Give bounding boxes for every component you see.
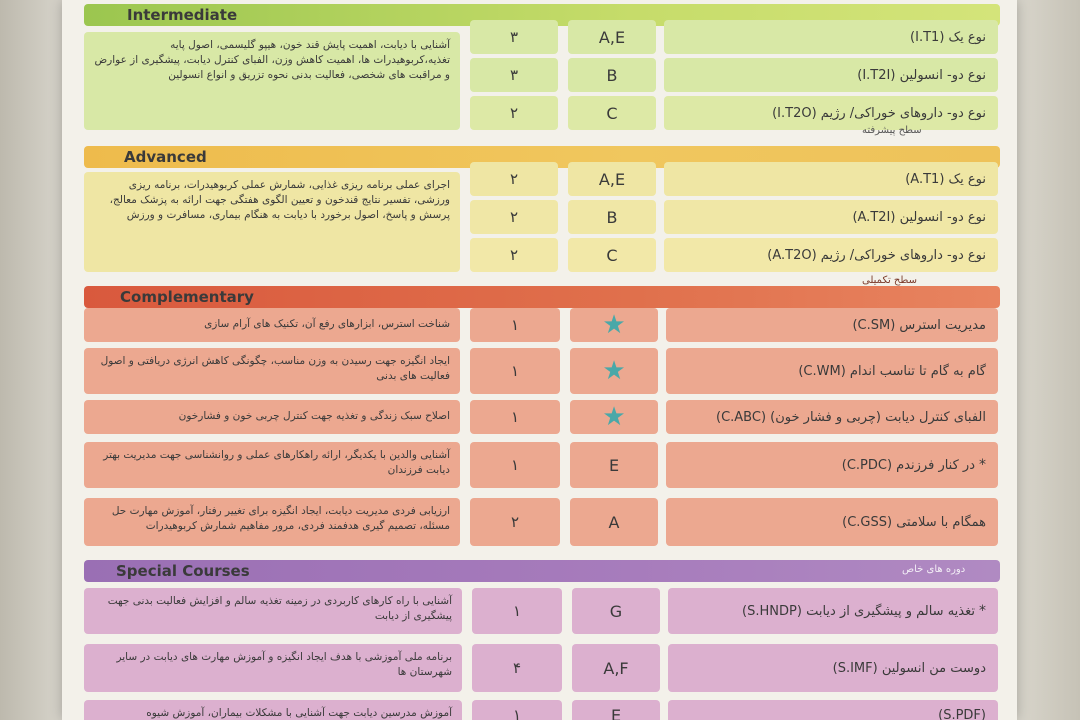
special-row-2-name: دوست من انسولین (S.IMF) [668,644,998,692]
advanced-row-1-code: A,E [568,162,656,196]
asterisk-mark: * [979,603,986,619]
complementary-row-5-name: همگام با سلامتی (C.GSS) [666,498,998,546]
complementary-row-5-code: A [570,498,658,546]
special-row-3-name: (S.PDF) [668,700,998,720]
complementary-row-4-credits: ۱ [470,442,560,488]
complementary-title-fa: سطح تکمیلی [862,275,917,286]
complementary-row-3-credits: ۱ [470,400,560,434]
intermediate-title: Intermediate [127,6,238,24]
advanced-title-fa: سطح پیشرفته [862,125,922,136]
special-row-1-name-text: تغذیه سالم و پیشگیری از دیابت (S.HNDP) [742,603,975,619]
complementary-row-2-description: ایجاد انگیزه جهت رسیدن به وزن مناسب، چگونگی کاهش انرژی دریافتی و اصول فعالیت های بدنی [84,348,460,394]
advanced-title: Advanced [124,148,207,166]
complementary-row-4-name-text: در کنار فرزندم (C.PDC) [841,457,975,473]
course-table-sheet [62,0,1017,720]
advanced-row-2-credits: ۲ [470,200,558,234]
advanced-row-3-credits: ۲ [470,238,558,272]
special-row-3-description: آموزش مدرسین دیابت جهت آشنایی با مشکلات بیماران، آموزش شیوه [84,700,462,720]
intermediate-row-2-credits: ۳ [470,58,558,92]
complementary-row-3-description: اصلاح سبک زندگی و تغذیه جهت کنترل چربی خون و فشارخون [84,400,460,434]
advanced-row-2-code: B [568,200,656,234]
special-row-2-credits: ۴ [472,644,562,692]
special-row-2-code: A,F [572,644,660,692]
complementary-row-1-description: شناخت استرس، ابزارهای رفع آن، تکنیک های آرام سازی [84,308,460,342]
special-row-1-code: G [572,588,660,634]
intermediate-row-1-credits: ۳ [470,20,558,54]
intermediate-row-2-name: نوع دو- انسولین (I.T2I) [664,58,998,92]
intermediate-row-2-code: B [568,58,656,92]
special-row-2-description: برنامه ملی آموزشی با هدف ایجاد انگیزه و آموزش مهارت های دیابت در سایر شهرستان ها [84,644,462,692]
complementary-row-3-name: الفبای کنترل دیابت (چربی و فشار خون) (C.ABC) [666,400,998,434]
star-icon: ★ [602,310,626,340]
special-row-1-name [668,588,998,634]
advanced-row-1-credits: ۲ [470,162,558,196]
intermediate-row-3-name: نوع دو- داروهای خوراکی/ رژیم (I.T2O) [664,96,998,130]
special-row-1-credits: ۱ [472,588,562,634]
special-title-fa: دوره های خاص [902,564,966,575]
complementary-row-2-credits: ۱ [470,348,560,394]
complementary-row-4-description: آشنایی والدین با یکدیگر، ارائه راهکارهای عملی و روانشناسی جهت مدیریت بهتر دیابت فرزندان [84,442,460,488]
intermediate-row-1-code: A,E [568,20,656,54]
star-icon: ★ [602,356,626,386]
complementary-row-3-code [570,400,658,434]
complementary-row-2-name: گام به گام تا تناسب اندام (C.WM) [666,348,998,394]
complementary-row-1-credits: ۱ [470,308,560,342]
intermediate-row-3-code: C [568,96,656,130]
asterisk-mark: * [979,457,986,473]
intermediate-description: آشنایی با دیابت، اهمیت پایش قند خون، هیپو گلیسمی، اصول پایه تغذیه،کربوهیدرات ها، اهمیت کاهش وزن، الفبای کنترل دیابت، پیشگیری از عوارض و مراقبت های شخصی، فعالیت بدنی نحوه تزریق و انواع انسولین [84,32,460,130]
advanced-row-1-name: نوع یک (A.T1) [664,162,998,196]
complementary-row-2-code [570,348,658,394]
complementary-title: Complementary [120,288,254,306]
advanced-row-3-name: نوع دو- داروهای خوراکی/ رژیم (A.T2O) [664,238,998,272]
complementary-row-5-description: ارزیابی فردی مدیریت دیابت، ایجاد انگیزه برای تغییر رفتار، آموزش مهارت حل مسئله، تصمیم گیری هدفمند فردی، مرور مفاهیم شمارش کربوهیدرات [84,498,460,546]
advanced-description: اجرای عملی برنامه ریزی غذایی، شمارش عملی کربوهیدرات، برنامه ریزی ورزشی، تفسیر نتایج قندخون و تعیین الگوی هفتگی جهت ارائه به پزشک معالج، پرسش و پاسخ، اصول برخورد با دیابت به هنگام بیماری، مسافرت و ورزش [84,172,460,272]
intermediate-row-1-name: نوع یک (I.T1) [664,20,998,54]
special-title: Special Courses [116,562,250,580]
special-row-3-code: E [572,700,660,720]
complementary-row-4-code: E [570,442,658,488]
star-icon: ★ [602,402,626,432]
special-row-1-description: آشنایی با راه کارهای کاربردی در زمینه تغذیه سالم و افزایش فعالیت بدنی جهت پیشگیری از دیابت [84,588,462,634]
intermediate-row-3-credits: ۲ [470,96,558,130]
advanced-row-2-name: نوع دو- انسولین (A.T2I) [664,200,998,234]
complementary-row-1-name: مدیریت استرس (C.SM) [666,308,998,342]
complementary-row-5-credits: ۲ [470,498,560,546]
special-row-3-credits: ۱ [472,700,562,720]
advanced-row-3-code: C [568,238,656,272]
complementary-row-4-name [666,442,998,488]
complementary-row-1-code [570,308,658,342]
